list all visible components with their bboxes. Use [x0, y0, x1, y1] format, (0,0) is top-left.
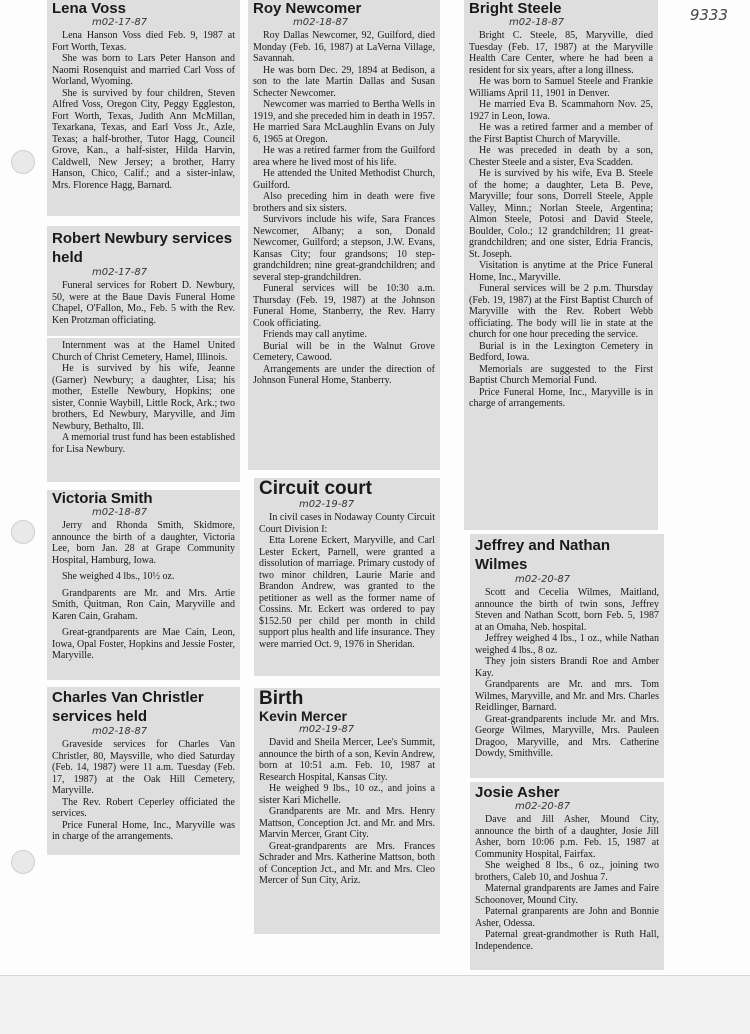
clipping-heading: Josie Asher — [475, 784, 560, 801]
paragraph: Paternal granparents are John and Bonnie Asher, Odessa. — [475, 906, 659, 929]
clipping-charles-van-christler — [47, 687, 240, 855]
page-margin — [0, 975, 750, 1034]
clipping-josie-asher — [470, 782, 664, 970]
paragraph: Maternal grandparents are James and Faire Schoonover, Mound City. — [475, 883, 659, 906]
paragraph: Great-grandparents are Mae Cain, Leon, Iowa, Opal Foster, Hopkins and Jessie Foster, Maryville. — [52, 627, 235, 661]
paragraph: Bright C. Steele, 85, Maryville, died Tuesday (Feb. 17, 1987) at the Maryville Health Care Center, where he had been a resident for six years, after a long illness. — [469, 30, 653, 76]
paragraph: Funeral services will be 10:30 a.m. Thursday (Feb. 19, 1987) at the Johnson Funeral Home, Stanberry, the Rev. Harry Cook officiating. — [253, 283, 435, 329]
paragraph: He attended the United Methodist Church, Guilford. — [253, 168, 435, 191]
paragraph: She weighed 4 lbs., 10½ oz. — [62, 571, 175, 582]
handwritten-date: m02-19-87 — [299, 724, 355, 735]
paragraph: He is survived by his wife, Eva B. Steele of the home; a daughter, Leta B. Peve, Maryville; four sons, Dorrell Steele, Apple Valley, Minn.; Norlan Steele, Argentina; Almon Steele, Potosi and David Steele, Boulder, Colo.; 12 grandchildren; 11 great-grandchildren; and one sister, Edria Francis, St. Joseph. — [469, 168, 653, 260]
paragraph: He was preceded in death by a son, Chester Steele and a sister, Eva Scadden. — [469, 145, 653, 168]
binder-hole — [11, 520, 35, 544]
paragraph: The Rev. Robert Ceperley officiated the services. — [52, 796, 235, 819]
clipping-victoria-smith — [47, 490, 240, 680]
handwritten-date: m02-18-87 — [293, 17, 349, 28]
clipping-newbury-continued — [47, 338, 240, 482]
paragraph: Scott and Cecelia Wilmes, Maitland, announce the birth of twin sons, Jeffrey Steven and Nathan Scott, born Feb. 5, 1987 at an Omaha, Neb. hospital. — [475, 587, 659, 633]
paragraph: Lena Hanson Voss died Feb. 9, 1987 at Fort Worth, Texas. — [52, 30, 235, 53]
paragraph: Great-grandparents are Mrs. Frances Schrader and Mrs. Katherine Mattson, both of Conception Jct., and Mr. and Mrs. Cleo Mercer of Sun City, Ariz. — [259, 840, 435, 886]
clipping-heading: Roy Newcomer — [253, 0, 362, 17]
paragraph: Funeral services for Robert D. Newbury, 50, were at the Baue Davis Funeral Home Chapel, O'Fallon, Mo., Feb. 5 with the Rev. Ken Protzman officiating. — [52, 280, 235, 326]
paragraph: Arrangements are under the direction of Johnson Funeral Home, Stanberry. — [253, 363, 435, 386]
paragraph: Memorials are suggested to the First Baptist Church Memorial Fund. — [469, 363, 653, 386]
binder-hole — [11, 850, 35, 874]
paragraph: Grandparents are Mr. and mrs. Tom Wilmes, Maryville, and Mr. and Mrs. Charles Reidlinger, Barnard. — [475, 679, 659, 713]
paragraph: He is survived by his wife, Jeanne (Garner) Newbury; a daughter, Lisa; his mother, Estelle Newbury, Hopkins; one sister, Connie Waybill, Little Rock, Ark.; two brothers, Ed Newbury, Maryville, and Jim Newbury, Bethalto, Ill. — [52, 363, 235, 432]
page-number: 9333 — [689, 6, 728, 24]
clipping-heading: Kevin Mercer — [259, 708, 347, 724]
paragraph: Price Funeral Home, Inc., Maryville was in charge of the arrangements. — [52, 819, 235, 842]
paragraph: Dave and Jill Asher, Mound City, announce the birth of a daughter, Josie Jill Asher, born 10:06 p.m. Feb. 15, 1987 at Community Hospital, Fairfax. — [475, 814, 659, 860]
binder-hole — [11, 150, 35, 174]
clipping-robert-newbury — [47, 226, 240, 336]
paragraph: Paternal great-grandmother is Ruth Hall, Independence. — [475, 929, 659, 952]
clipping-heading: Lena Voss — [52, 0, 126, 17]
handwritten-date: m02-17-87 — [92, 267, 148, 278]
clipping-circuit-court — [254, 478, 440, 676]
clipping-heading: Charles Van Christler services held — [52, 689, 204, 725]
handwritten-date: m02-20-87 — [515, 574, 571, 585]
clipping-heading: Circuit court — [259, 478, 372, 499]
paragraph: She was born to Lars Peter Hanson and Naomi Rosenquist and married Carl Voss of Worland, Wyoming. — [52, 53, 235, 87]
clipping-kevin-mercer — [254, 688, 440, 934]
paragraph: He married Eva B. Scammahorn Nov. 25, 1927 in Leon, Iowa. — [469, 99, 653, 122]
paragraph: Jeffrey weighed 4 lbs., 1 oz., while Nathan weighed 4 lbs., 8 oz. — [475, 633, 659, 656]
paragraph: She weighed 8 lbs., 6 oz., joining two brothers, Caleb 10, and Joshua 7. — [475, 860, 659, 883]
paragraph: Visitation is anytime at the Price Funeral Home, Inc., Maryville. — [469, 260, 653, 283]
handwritten-date: m02-18-87 — [92, 726, 148, 737]
handwritten-date: m02-20-87 — [515, 801, 571, 812]
clipping-heading: Robert Newbury services held — [52, 230, 233, 266]
paragraph: Funeral services will be 2 p.m. Thursday (Feb. 19, 1987) at the First Baptist Church of Maryville with the Rev. Robert Webb officiating. The body will lie in state at the church for one hour preceding the service. — [469, 283, 653, 340]
paragraph: He was born Dec. 29, 1894 at Bedison, a son to the late Martin Dallas and Susan Schecter Newcomer. — [253, 64, 435, 99]
paragraph: David and Sheila Mercer, Lee's Summit, announce the birth of a son, Kevin Andrew, born at 10:51 a.m. Feb. 10, 1987 at Research Hospital, Kansas City. — [259, 737, 435, 783]
paragraph: In civil cases in Nodaway County Circuit Court Division I: — [259, 512, 435, 535]
paragraph: Internment was at the Hamel United Church of Christ Cemetery, Hamel, Illinois. — [52, 340, 235, 363]
paragraph: He was born to Samuel Steele and Frankie Williams April 11, 1901 in Denver. — [469, 76, 653, 99]
paragraph: Roy Dallas Newcomer, 92, Guilford, died Monday (Feb. 16, 1987) at LaVerna Village, Savannah. — [253, 30, 435, 64]
handwritten-date: m02-17-87 — [92, 17, 148, 28]
clipping-bright-steele — [464, 0, 658, 530]
paragraph: Etta Lorene Eckert, Maryville, and Carl Lester Eckert, Parnell, were granted a dissolution of marriage. Primary custody of two minor children, Laurie Marie and Brandon Andrew, was granted to the petitioner as well as the former name of Cossins. Mr. Eckert was ordered to pay $152.50 per child per month in child support plus health and life insurance. They were married Oct. 9, 1976 in Sheridan. — [259, 535, 435, 650]
paragraph: Burial is in the Lexington Cemetery in Bedford, Iowa. — [469, 340, 653, 363]
paragraph: Graveside services for Charles Van Christler, 80, Maysville, who died Saturday (Feb. 14, 1987) were 11 a.m. Tuesday (Feb. 17, 1987) at the Oak Hill Cemetery, Maryville. — [52, 739, 235, 796]
handwritten-date: m02-18-87 — [92, 507, 148, 518]
paragraph: She is survived by four children, Steven Alfred Voss, Oregon City, Peggy Eggleston, Fort Worth, Texas, Judith Ann McMillan, Texarkana, Texas, and Earl Voss Jr., Azle, Texas; a half-brother, Tutor Hagg, Council Grove, Kan., a half-sister, Hilda Harvin, Caldwell, New Jersey; a brother, Harry Hanson, Chico, Calif.; and a sister-inlaw, Mrs. Florence Hagg, Barnard. — [52, 87, 235, 191]
paragraph: Burial will be in the Walnut Grove Cemetery, Cawood. — [253, 340, 435, 363]
paragraph: Newcomer was married to Bertha Wells in 1919, and she preceded him in death in 1957. He married Sara McLaughlin Evans on July 6, 1965 at Oregon. — [253, 99, 435, 145]
paragraph: He was a retired farmer from the Guilford area where he lived most of his life. — [253, 145, 435, 168]
paragraph: They join sisters Brandi Roe and Amber Kay. — [475, 656, 659, 679]
paragraph: Price Funeral Home, Inc., Maryville is in charge of arrangements. — [469, 386, 653, 409]
clipping-roy-newcomer — [248, 0, 440, 470]
paragraph: Grandparents are Mr. and Mrs. Henry Mattson, Conception Jct. and Mr. and Mrs. Marvin Mercer, Grant City. — [259, 806, 435, 840]
clipping-jeffrey-nathan-wilmes — [470, 534, 664, 778]
handwritten-date: m02-18-87 — [509, 17, 565, 28]
paragraph: Great-grandparents include Mr. and Mrs. George Wilmes, Maryville, Mrs. Pauleen Dragoo, Maryville, and Mrs. Catherine Dowdy, Smithville. — [475, 713, 659, 759]
section-heading: Birth — [259, 688, 304, 709]
paragraph: He was a retired farmer and a member of the First Baptist Church of Maryville. — [469, 122, 653, 145]
clipping-heading: Bright Steele — [469, 0, 562, 17]
clipping-heading: Jeffrey and Nathan Wilmes — [475, 537, 611, 573]
paragraph: Jerry and Rhonda Smith, Skidmore, announce the birth of a daughter, Victoria Lee, born Jan. 28 at Grape Community Hospital, Hamburg, Iowa. — [52, 520, 235, 566]
paragraph: He weighed 9 lbs., 10 oz., and joins a sister Kari Michelle. — [259, 783, 435, 806]
paragraph: Friends may call anytime. — [263, 329, 367, 340]
clipping-heading: Victoria Smith — [52, 490, 153, 507]
clipping-lena-voss — [47, 0, 240, 216]
paragraph: Grandparents are Mr. and Mrs. Artie Smith, Quitman, Ron Cain, Maryville and Karen Cain, Graham. — [52, 587, 235, 622]
paragraph: Survivors include his wife, Sara Frances Newcomer, Albany; a son, Donald Newcomer, Guilford; a stepson, J.W. Evans, Kansas City; four grandsons; 10 step-grandchildren; nine great-grandchildren; and several step-grandchildren. — [253, 214, 435, 283]
paragraph: Also preceding him in death were five brothers and six sisters. — [253, 191, 435, 214]
paragraph: A memorial trust fund has been established for Lisa Newbury. — [52, 432, 235, 455]
handwritten-date: m02-19-87 — [299, 499, 355, 510]
